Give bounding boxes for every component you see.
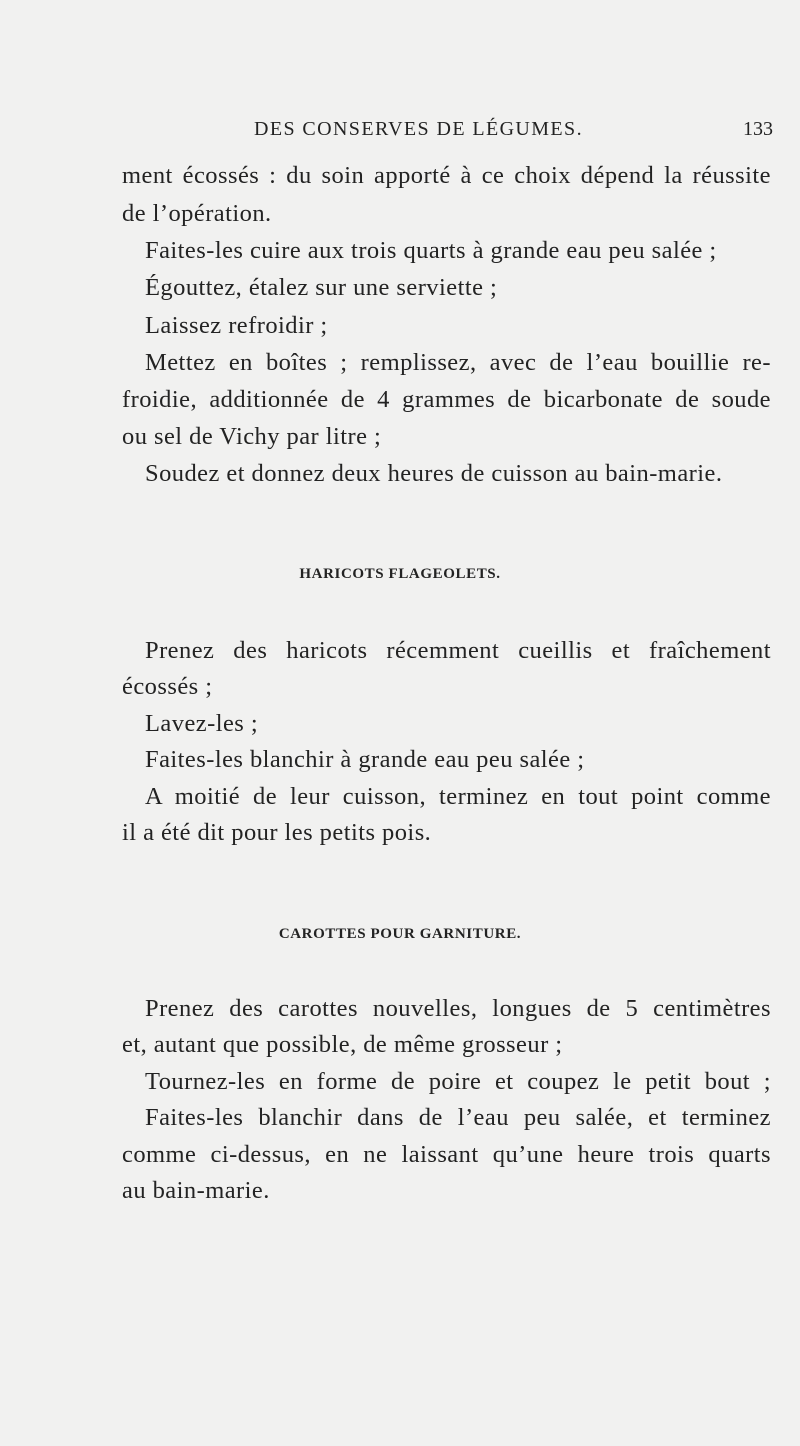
running-title: DES CONSERVES DE LÉGUMES. — [254, 118, 583, 140]
text-line: de l’opération. — [122, 200, 272, 227]
text-line: ment écossés : du soin apporté à ce choix dépend la réussite — [122, 162, 771, 189]
text-line: comme ci-dessus, en ne laissant qu’une heure trois quarts — [122, 1141, 771, 1168]
text-line: Faites-les cuire aux trois quarts à grande eau peu salée ; — [145, 237, 717, 264]
text-line: Laissez refroidir ; — [145, 312, 328, 339]
page-number: 133 — [743, 118, 773, 140]
text-line: Tournez-les en forme de poire et coupez le petit bout ; — [145, 1068, 771, 1095]
text-line: Soudez et donnez deux heures de cuisson au bain-marie. — [145, 460, 723, 487]
text-line: il a été dit pour les petits pois. — [122, 819, 432, 846]
text-line: A moitié de leur cuisson, terminez en tout point comme — [145, 783, 771, 810]
text-line: au bain-marie. — [122, 1177, 270, 1204]
text-line: Prenez des carottes nouvelles, longues de 5 centimètres — [145, 995, 771, 1022]
text-line: Mettez en boîtes ; remplissez, avec de l’eau bouillie re- — [145, 349, 771, 376]
text-line: ou sel de Vichy par litre ; — [122, 423, 382, 450]
text-line: et, autant que possible, de même grosseur ; — [122, 1031, 563, 1058]
text-line: écossés ; — [122, 673, 213, 700]
page-header — [0, 118, 800, 148]
text-line: Faites-les blanchir à grande eau peu salée ; — [145, 746, 585, 773]
text-line: froidie, additionnée de 4 grammes de bicarbonate de soude — [122, 386, 771, 413]
text-line: Faites-les blanchir dans de l’eau peu salée, et terminez — [145, 1104, 771, 1131]
text-line: Égouttez, étalez sur une serviette ; — [145, 274, 498, 301]
text-line: Lavez-les ; — [145, 710, 259, 737]
section-heading: CAROTTES POUR GARNITURE. — [278, 926, 522, 942]
text-line: Prenez des haricots récemment cueillis et fraîchement — [145, 637, 771, 664]
section-heading: HARICOTS FLAGEOLETS. — [299, 566, 501, 582]
